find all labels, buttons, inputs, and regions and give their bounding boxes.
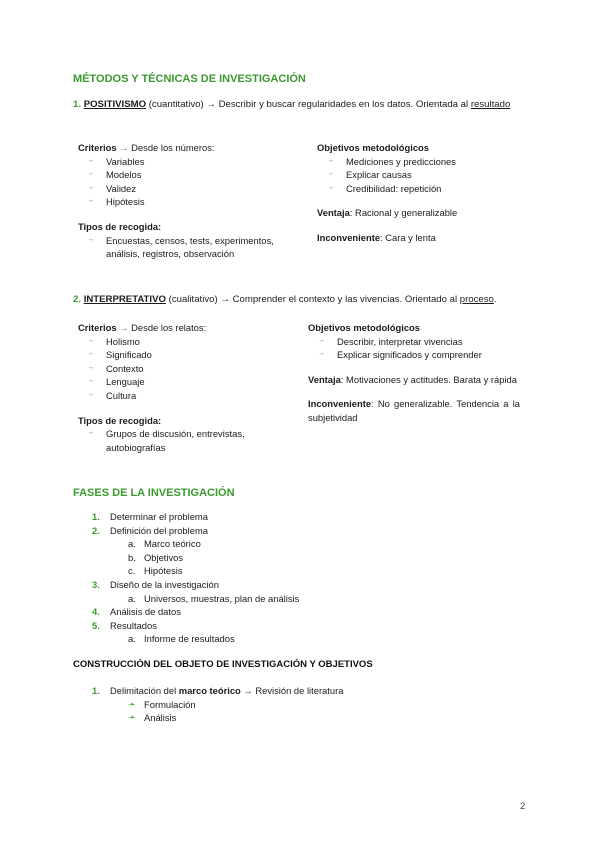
section-number: 1.: [73, 99, 82, 110]
bullet-icon: ➛: [88, 171, 94, 179]
bullet-icon: ➛: [319, 337, 325, 345]
section-term: POSITIVISMO: [83, 99, 147, 110]
list-item: 3. Diseño de la investigación: [92, 578, 219, 590]
bullet-icon: ➛: [88, 157, 94, 165]
criterios-label: Criterios: [78, 322, 117, 333]
bullet-icon: ➛: [88, 430, 94, 438]
list-item: ➛ Contexto: [88, 362, 144, 374]
list-item: ➛ Grupos de discusión, entrevistas, autobiografías: [88, 428, 245, 453]
sub-item: c. Hipótesis: [128, 565, 183, 577]
list-item: 5. Resultados: [92, 619, 157, 631]
bullet-icon: ➛: [328, 171, 334, 179]
list-item: ➛ Variables: [88, 155, 145, 167]
tipos-label: Tipos de recogida:: [78, 220, 162, 232]
arrow-icon: →: [119, 322, 129, 333]
list-item: ➛ Mediciones y predicciones: [328, 155, 456, 167]
sub-item: a. Informe de resultados: [128, 633, 235, 645]
arrow-bullet-icon: ➛: [128, 698, 136, 709]
construccion-title: CONSTRUCCIÓN DEL OBJETO DE INVESTIGACIÓN Y OBJETIVOS: [73, 659, 373, 670]
section-number: 2.: [73, 294, 82, 305]
ventaja-line: Ventaja: Racional y generalizable: [317, 207, 458, 219]
sub-item: a. Universos, muestras, plan de análisis: [128, 592, 300, 604]
list-item: ➛ Describir, interpretar vivencias: [319, 335, 463, 347]
bullet-icon: ➛: [88, 184, 94, 192]
list-item: ➛ Explicar causas: [328, 169, 412, 181]
construccion-list: [92, 684, 430, 725]
criterios-text: Desde los números:: [128, 142, 215, 153]
bullet-icon: ➛: [88, 364, 94, 372]
list-item: ➛ Explicar significados y comprender: [319, 349, 482, 361]
arrow-bullet-icon: ➛: [128, 712, 136, 723]
s2-criterios-block: [78, 321, 298, 454]
bullet-icon: ➛: [328, 157, 334, 165]
fases-title: FASES DE LA INVESTIGACIÓN: [73, 487, 235, 499]
s2-objetivos-block: [308, 321, 520, 425]
criterios-label: Criterios: [78, 142, 117, 153]
objetivos-label: Objetivos metodológicos: [317, 142, 429, 153]
list-item: ➛ Validez: [88, 182, 137, 194]
inconveniente-line: Inconveniente: Cara y lenta: [317, 231, 436, 243]
bullet-icon: ➛: [88, 198, 94, 206]
sub-item: ➛ Formulación: [128, 698, 196, 710]
section-interpretativo-heading: 2. INTERPRETATIVO (cualitativo) → Comprender el contexto y las vivencias. Orientado al proceso.: [73, 294, 497, 305]
section-tail: resultado: [470, 99, 511, 110]
list-item: ➛ Holismo: [88, 335, 140, 347]
list-item: 1. Delimitación del marco teórico → Revisión de literatura: [92, 685, 344, 696]
list-item: 4. Análisis de datos: [92, 606, 181, 618]
section-term: INTERPRETATIVO: [83, 294, 166, 305]
s1-objetivos-block: [317, 141, 537, 245]
list-item: ➛ Hipótesis: [88, 196, 145, 208]
page-title: MÉTODOS Y TÉCNICAS DE INVESTIGACIÓN: [73, 73, 306, 85]
bullet-icon: ➛: [319, 351, 325, 359]
list-item: ➛ Credibilidad: repetición: [328, 182, 442, 194]
list-item: ➛ Encuestas, censos, tests, experimentos, análisis, registros, observación: [88, 234, 274, 260]
list-item: ➛ Cultura: [88, 389, 137, 401]
sub-item: a. Marco teórico: [128, 538, 201, 550]
list-item: 1. Determinar el problema: [92, 511, 208, 522]
list-item: ➛ Modelos: [88, 169, 142, 181]
list-item: ➛ Lenguaje: [88, 376, 145, 388]
page-number: 2: [520, 800, 526, 811]
list-item: ➛ Significado: [88, 349, 152, 361]
bullet-icon: ➛: [88, 391, 94, 399]
objetivos-label: Objetivos metodológicos: [308, 322, 420, 333]
bullet-icon: ➛: [88, 236, 94, 244]
s1-criterios-block: [78, 141, 298, 261]
fases-list: [92, 510, 410, 646]
section-positivismo-heading: [73, 98, 527, 112]
section-tail: proceso: [459, 294, 494, 305]
sub-item: ➛ Análisis: [128, 712, 177, 724]
inconveniente-line: Inconveniente: No generalizable. Tendencia a la subjetividad: [308, 398, 520, 423]
arrow-icon: →: [119, 142, 129, 153]
ventaja-line: Ventaja: Motivaciones y actitudes. Barata y rápida: [308, 373, 517, 385]
section-description: (cuantitativo) → Describir y buscar regularidades en los datos. Orientada al: [146, 99, 471, 110]
tipos-label: Tipos de recogida:: [78, 414, 162, 426]
bullet-icon: ➛: [328, 184, 334, 192]
criterios-text: Desde los relatos:: [128, 322, 207, 333]
section-description: (cualitativo) → Comprender el contexto y las vivencias. Orientado al: [165, 294, 460, 305]
list-item: 2. Definición del problema: [92, 524, 208, 536]
bullet-icon: ➛: [88, 351, 94, 359]
bullet-icon: ➛: [88, 378, 94, 386]
sub-item: b. Objetivos: [128, 551, 184, 563]
bullet-icon: ➛: [88, 337, 94, 345]
